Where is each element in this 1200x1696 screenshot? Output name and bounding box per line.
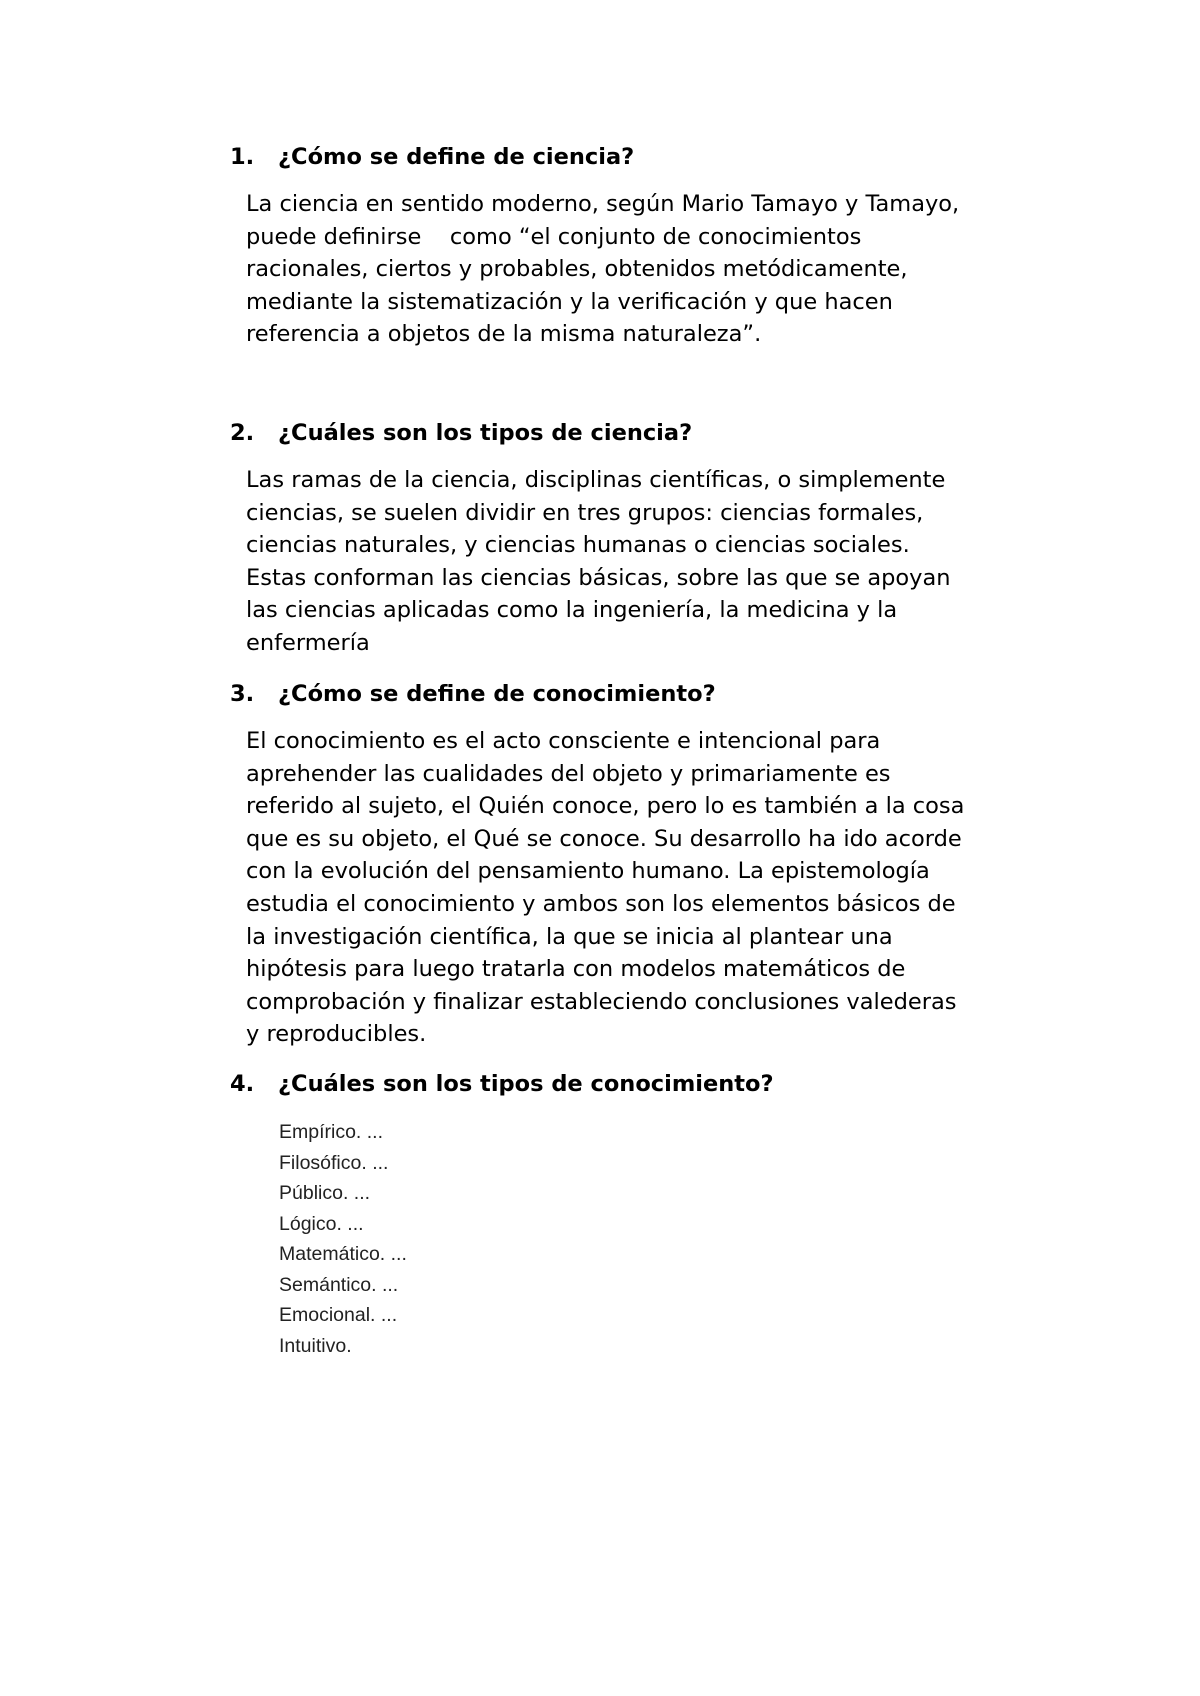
question-1-heading [230, 142, 634, 172]
question-4-title: ¿Cuáles son los tipos de conocimiento? [278, 1071, 774, 1097]
question-3-answer [246, 725, 1036, 1051]
answer-line: referido al sujeto, el Quién conoce, pero lo es también a la cosa [246, 793, 965, 820]
question-2-answer [246, 464, 1036, 660]
answer-line: hipótesis para luego tratarla con modelos matemáticos de [246, 956, 906, 983]
answer-line: Estas conforman las ciencias básicas, sobre las que se apoyan [246, 564, 951, 591]
question-1-answer [246, 188, 1036, 351]
list-item: Semántico. ... [279, 1273, 399, 1296]
question-3-number: 3. [230, 681, 255, 707]
answer-line: la investigación científica, la que se inicia al plantear una [246, 923, 893, 950]
list-item: Matemático. ... [279, 1243, 407, 1265]
answer-line: enfermería [246, 629, 370, 656]
answer-line: con la evolución del pensamiento humano. La epistemología [246, 858, 930, 885]
answer-line: ciencias, se suelen dividir en tres grupos: ciencias formales, [246, 499, 924, 526]
answer-line: y reproducibles. [246, 1021, 427, 1048]
question-2-title: ¿Cuáles son los tipos de ciencia? [278, 420, 693, 446]
question-2-number: 2. [230, 420, 255, 446]
list-item: Emocional. ... [279, 1304, 398, 1326]
answer-line: comprobación y finalizar estableciendo conclusiones valederas [246, 988, 957, 1015]
answer-line: que es su objeto, el Qué se conoce. Su desarrollo ha ido acorde [246, 825, 962, 852]
answer-line: La ciencia en sentido moderno, según Mario Tamayo y Tamayo, [246, 191, 960, 217]
answer-line: estudia el conocimiento y ambos son los elementos básicos de [246, 890, 956, 917]
answer-line: aprehender las cualidades del objeto y primariamente es [246, 760, 891, 787]
answer-line: las ciencias aplicadas como la ingeniería, la medicina y la [246, 597, 898, 624]
answer-line: El conocimiento es el acto consciente e intencional para [246, 728, 881, 754]
answer-line: mediante la sistematización y la verificación y que hacen [246, 288, 893, 315]
knowledge-types-list [279, 1117, 407, 1361]
answer-line: referencia a objetos de la misma naturaleza”. [246, 321, 762, 348]
question-2-heading [230, 418, 692, 448]
list-item: Intuitivo. [279, 1334, 352, 1357]
answer-line: ciencias naturales, y ciencias humanas o ciencias sociales. [246, 532, 910, 559]
list-item: Lógico. ... [279, 1212, 364, 1235]
question-1-number: 1. [230, 144, 255, 170]
answer-line: puede definirse como “el conjunto de conocimientos [246, 223, 862, 250]
list-item: Filosófico. ... [279, 1151, 389, 1174]
answer-line: Las ramas de la ciencia, disciplinas científicas, o simplemente [246, 467, 946, 493]
question-3-title: ¿Cómo se define de conocimiento? [278, 681, 716, 707]
question-4-heading [230, 1069, 774, 1099]
question-1-title: ¿Cómo se define de ciencia? [278, 144, 635, 170]
list-item: Público. ... [279, 1182, 371, 1204]
answer-line: racionales, ciertos y probables, obtenidos metódicamente, [246, 256, 908, 283]
question-3-heading [230, 679, 716, 709]
question-4-number: 4. [230, 1071, 255, 1097]
list-item: Empírico. ... [279, 1121, 384, 1143]
